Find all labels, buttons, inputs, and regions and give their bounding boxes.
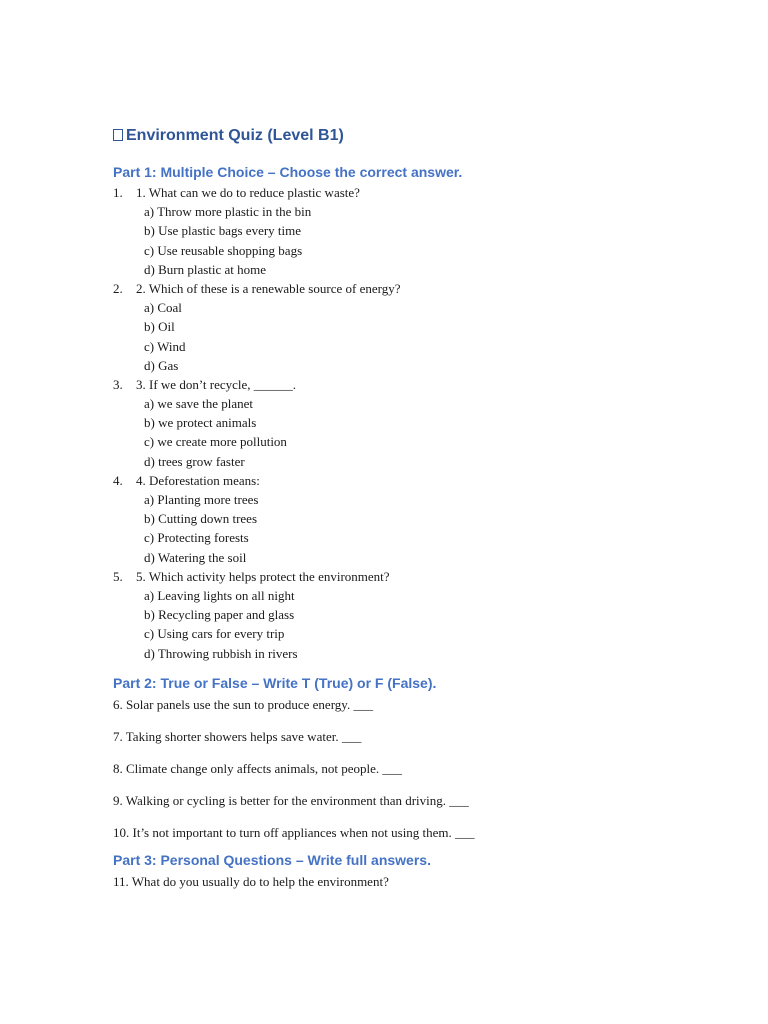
quiz-title-text: Environment Quiz (Level B1) [126, 127, 344, 144]
personal-question: 11. What do you usually do to help the environment? [113, 873, 389, 889]
question-number: 3. [113, 376, 123, 392]
answer-option: c) Protecting forests [144, 530, 249, 546]
question-item [113, 375, 713, 471]
question-row [113, 183, 713, 202]
part1-heading: Part 1: Multiple Choice – Choose the correct answer. [113, 164, 463, 180]
true-false-item: 6. Solar panels use the sun to produce energy. ___ [113, 696, 373, 712]
answer-option: c) Use reusable shopping bags [144, 242, 303, 258]
answer-option: b) Use plastic bags every time [144, 223, 302, 239]
part3-heading: Part 3: Personal Questions – Write full answers. [113, 851, 431, 868]
question-row [113, 471, 713, 490]
answer-option: d) Gas [144, 357, 179, 373]
document-page [113, 125, 713, 891]
question-item [113, 471, 713, 567]
answer-option: d) trees grow faster [144, 453, 245, 469]
true-false-list [113, 695, 713, 842]
true-false-item: 9. Walking or cycling is better for the environment than driving. ___ [113, 792, 469, 808]
question-row [113, 375, 713, 394]
question-row [113, 279, 713, 298]
missing-glyph-icon [113, 129, 123, 141]
answer-option: b) Oil [144, 319, 175, 335]
quiz-title [113, 125, 713, 147]
question-text: 1. What can we do to reduce plastic waste? [136, 185, 360, 200]
question-text: 3. If we don’t recycle, ______. [136, 376, 297, 392]
personal-questions-list [113, 872, 713, 891]
true-false-item: 7. Taking shorter showers helps save water. ___ [113, 728, 362, 744]
answer-option: d) Burn plastic at home [144, 261, 267, 277]
question-text: 5. Which activity helps protect the environment? [136, 568, 390, 584]
answer-option: b) Cutting down trees [144, 511, 258, 527]
answer-option: a) Leaving lights on all night [144, 587, 295, 603]
answer-option: c) Using cars for every trip [144, 626, 285, 642]
question-item [113, 279, 713, 375]
question-number: 2. [113, 280, 123, 296]
answer-option: a) Coal [144, 300, 182, 316]
answer-option: a) we save the planet [144, 396, 254, 412]
question-text: 4. Deforestation means: [136, 472, 260, 488]
question-item [113, 567, 713, 663]
multiple-choice-list [113, 183, 713, 663]
question-number: 5. [113, 568, 123, 584]
answer-option: a) Planting more trees [144, 492, 259, 507]
answer-option: b) Recycling paper and glass [144, 607, 295, 623]
question-text: 2. Which of these is a renewable source of energy? [136, 280, 401, 296]
question-number: 1. [113, 185, 123, 200]
true-false-item: 8. Climate change only affects animals, not people. ___ [113, 760, 402, 776]
question-number: 4. [113, 472, 123, 488]
question-row [113, 567, 713, 586]
true-false-item: 10. It’s not important to turn off appliances when not using them. ___ [113, 824, 475, 840]
answer-option: c) Wind [144, 338, 186, 354]
answer-option: d) Watering the soil [144, 549, 247, 565]
part2-heading: Part 2: True or False – Write T (True) or F (False). [113, 674, 437, 691]
answer-option: c) we create more pollution [144, 434, 287, 450]
answer-option: b) we protect animals [144, 415, 257, 431]
answer-option: d) Throwing rubbish in rivers [144, 645, 298, 661]
question-item [113, 183, 713, 279]
answer-option: a) Throw more plastic in the bin [144, 204, 312, 220]
